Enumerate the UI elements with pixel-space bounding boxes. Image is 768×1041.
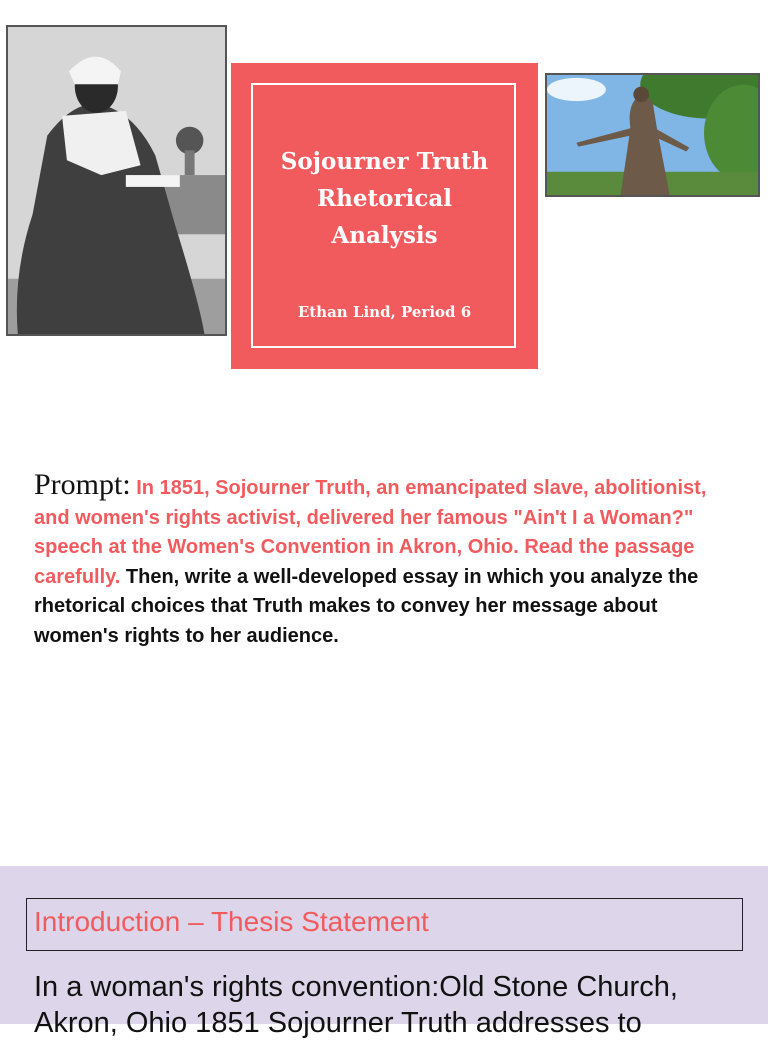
- statue-photo: [545, 73, 760, 197]
- author-line: Ethan Lind, Period 6: [297, 303, 472, 321]
- portrait-photo: [6, 25, 227, 336]
- presentation-title: Sojourner Truth Rhetorical Analysis: [280, 148, 489, 249]
- intro-body-text: In a woman's rights convention:Old Stone Church, Akron, Ohio 1851 Sojourner Truth addresses to: [34, 971, 678, 1039]
- intro-heading-box: [26, 898, 743, 951]
- prompt-context-text: In 1851, Sojourner Truth, an emancipated slave, abolitionist, and women's rights activist, delivered her famous "Ain't I a Woman?" speech at the Women's Convention in Akron, Ohio. Read the passage carefully.: [34, 477, 707, 588]
- prompt-task-text: Then, write a well-developed essay in which you analyze the rhetorical choices that Truth makes to convey her message about women's rights to her audience.: [34, 565, 699, 647]
- intro-heading: Introduction – Thesis Statement: [34, 906, 429, 937]
- prompt-paragraph: [34, 470, 734, 651]
- prompt-label: Prompt:: [34, 468, 131, 501]
- title-card: [231, 63, 538, 369]
- intro-slide-band: [0, 866, 768, 1039]
